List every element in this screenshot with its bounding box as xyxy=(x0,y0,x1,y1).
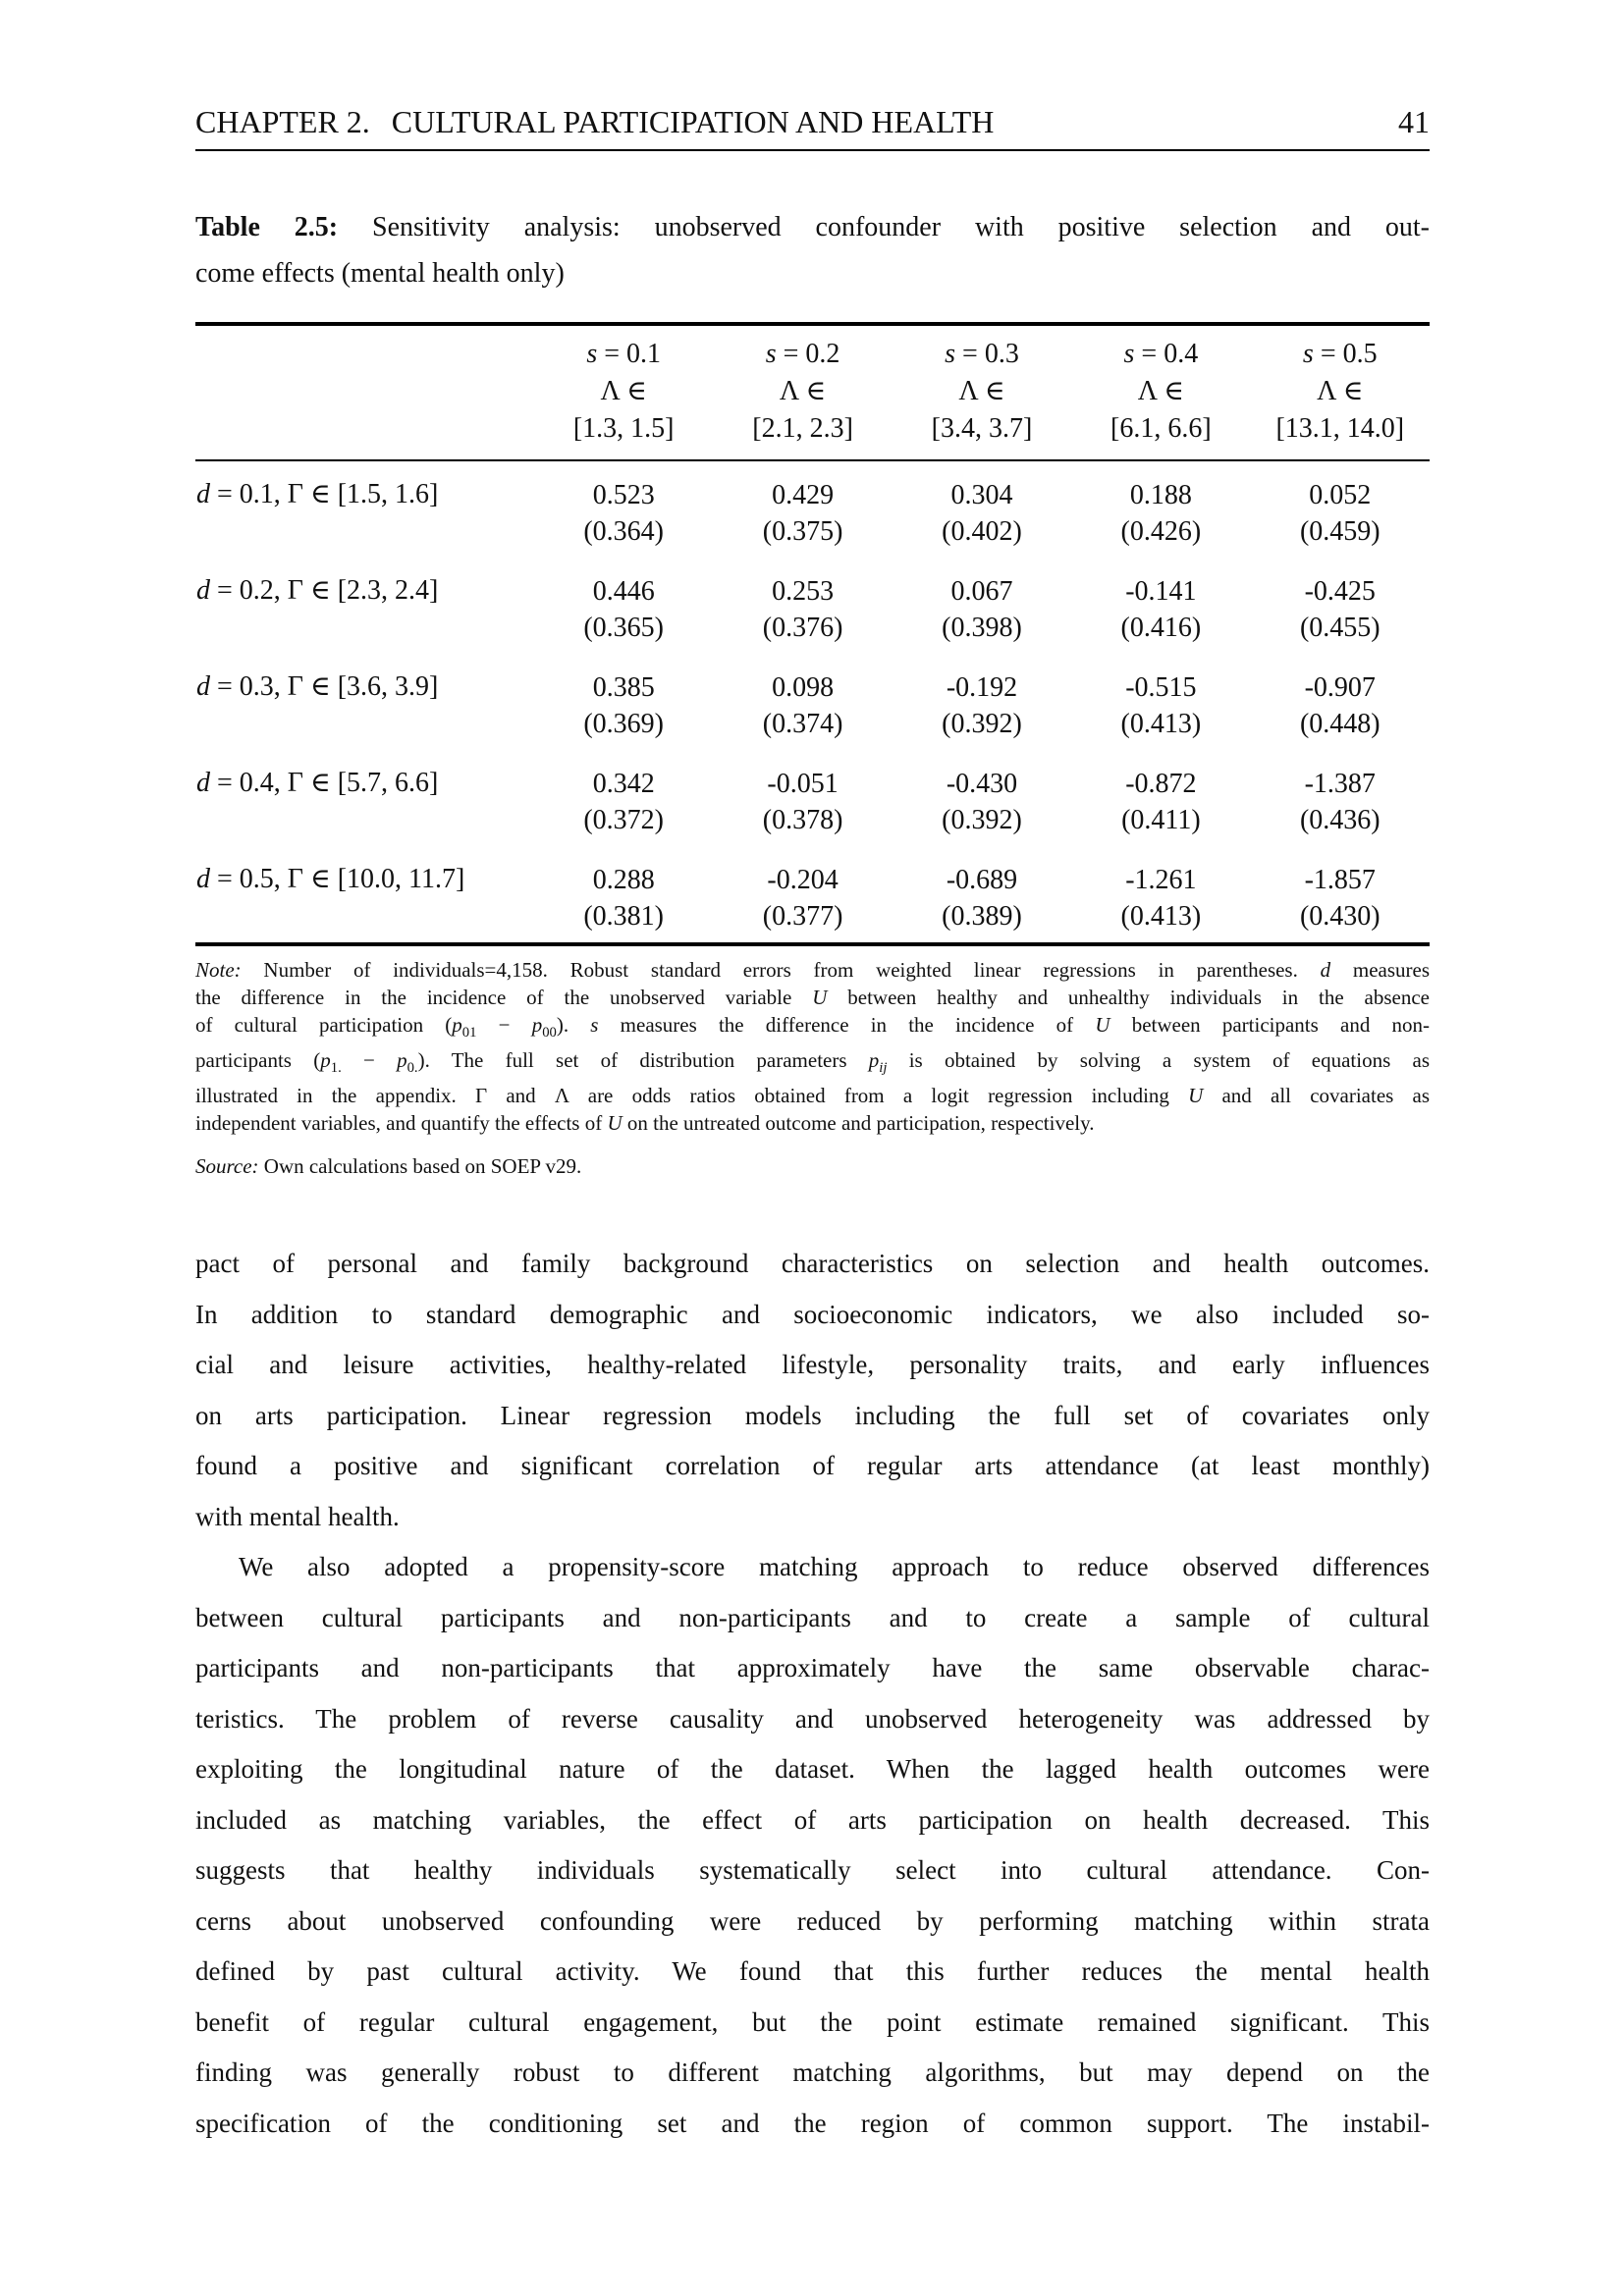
s-value: s = 0.1 xyxy=(586,339,662,369)
note-line: of cultural participation $(p_{01} - p_{00})$. s measures the difference in the incidence of U between participants and non- xyxy=(195,1013,1430,1041)
estimate-cell xyxy=(713,558,892,654)
estimate-cell xyxy=(893,846,1071,944)
note-line: participants $(p_{1.} - p_{0.})$. The full set of distribution parameters $p_{ij}$ is obtained by solving a system of equations as xyxy=(195,1048,1430,1077)
std-error: (0.378) xyxy=(762,805,843,835)
chapter-title: CULTURAL PARTICIPATION AND HEALTH xyxy=(391,104,995,139)
body-line: pact of personal and family background characteristics on selection and health outcomes. xyxy=(195,1249,1430,1279)
chapter-label: CHAPTER 2. xyxy=(195,104,370,139)
std-error: (0.392) xyxy=(942,709,1022,739)
body-line: with mental health. xyxy=(195,1501,400,1531)
body-line: finding was generally robust to different matching algorithms, but may depend on the xyxy=(195,2057,1430,2088)
table-caption-text: Sensitivity analysis: unobserved confounder with positive selection and out- xyxy=(372,212,1431,242)
lambda-range: [13.1, 14.0] xyxy=(1275,413,1405,444)
column-header xyxy=(1071,324,1250,460)
std-error: (0.436) xyxy=(1299,805,1380,835)
lambda-range: [6.1, 6.6] xyxy=(1110,413,1212,444)
running-header xyxy=(195,0,1430,151)
estimate: 0.446 xyxy=(592,576,655,607)
std-error: (0.448) xyxy=(1299,709,1380,739)
table-caption-line xyxy=(195,204,1430,250)
estimate: -1.261 xyxy=(1125,865,1197,895)
table-caption-line: come effects (mental health only) xyxy=(195,258,565,289)
estimate-cell xyxy=(1251,750,1430,846)
std-error: (0.402) xyxy=(942,516,1022,547)
std-error: (0.381) xyxy=(583,901,665,932)
source-note: Source: Own calculations based on SOEP v29. xyxy=(195,1154,582,1179)
body-line: participants and non-participants that approximately have the same observable charac- xyxy=(195,1653,1430,1683)
std-error: (0.372) xyxy=(583,805,665,835)
body-paragraph xyxy=(195,1239,1430,1542)
body-line: In addition to standard demographic and socioeconomic indicators, we also included so- xyxy=(195,1299,1430,1329)
std-error: (0.411) xyxy=(1121,805,1201,835)
body-line: suggests that healthy individuals systematically select into cultural attendance. Con- xyxy=(195,1855,1430,1886)
estimate-cell xyxy=(893,460,1071,558)
column-header xyxy=(713,324,892,460)
estimate: 0.429 xyxy=(772,480,835,510)
note-line: illustrated in the appendix. Γ and Λ are odds ratios obtained from a logit regression including U and all covariates as xyxy=(195,1084,1431,1108)
body-text xyxy=(195,1239,1430,2149)
estimate: -0.141 xyxy=(1125,576,1197,607)
std-error: (0.459) xyxy=(1299,516,1380,547)
column-header xyxy=(1251,324,1430,460)
estimate-cell xyxy=(1251,846,1430,944)
table-note xyxy=(195,956,1430,1137)
std-error: (0.365) xyxy=(583,613,665,643)
table-row xyxy=(195,460,1430,558)
estimate: 0.067 xyxy=(950,576,1013,607)
body-line: on arts participation. Linear regression models including the full set of covariates only xyxy=(195,1400,1430,1430)
estimate: -1.387 xyxy=(1304,769,1376,799)
estimate-cell xyxy=(893,654,1071,750)
row-label: d = 0.3, Γ ∈ [3.6, 3.9] xyxy=(196,671,439,702)
table-caption-label: Table 2.5: xyxy=(195,212,339,242)
estimate: -1.857 xyxy=(1304,865,1376,895)
lambda-symbol: Λ ∈ xyxy=(958,376,1005,406)
row-label: d = 0.1, Γ ∈ [1.5, 1.6] xyxy=(196,479,439,509)
sensitivity-table xyxy=(195,322,1430,946)
estimate: 0.523 xyxy=(592,480,655,510)
lambda-symbol: Λ ∈ xyxy=(1137,376,1185,406)
estimate: -0.430 xyxy=(946,769,1018,799)
estimate-cell xyxy=(534,846,713,944)
row-label: d = 0.4, Γ ∈ [5.7, 6.6] xyxy=(196,768,439,798)
note-line: the difference in the incidence of the unobserved variable U between healthy and unhealthy individuals in the absence xyxy=(195,986,1430,1009)
estimate-cell xyxy=(1071,750,1250,846)
table-header-row xyxy=(195,324,1430,460)
estimate-cell xyxy=(1071,846,1250,944)
estimate-cell xyxy=(893,558,1071,654)
page-number: 41 xyxy=(1398,104,1430,139)
estimate: -0.515 xyxy=(1125,672,1197,703)
std-error: (0.374) xyxy=(762,709,843,739)
table-caption xyxy=(195,204,1430,296)
note-line: Note: Number of individuals=4,158. Robust standard errors from weighted linear regressions in parentheses. d measures xyxy=(195,958,1430,982)
estimate-cell xyxy=(713,654,892,750)
std-error: (0.398) xyxy=(942,613,1022,643)
estimate-cell xyxy=(1071,460,1250,558)
estimate: 0.098 xyxy=(772,672,835,703)
estimate-cell xyxy=(1251,558,1430,654)
std-error: (0.392) xyxy=(942,805,1022,835)
estimate: -0.872 xyxy=(1125,769,1197,799)
std-error: (0.377) xyxy=(762,901,843,932)
table-row xyxy=(195,750,1430,846)
estimate: 0.385 xyxy=(592,672,655,703)
lambda-symbol: Λ ∈ xyxy=(600,376,647,406)
row-label: d = 0.2, Γ ∈ [2.3, 2.4] xyxy=(196,575,439,606)
body-line: benefit of regular cultural engagement, but the point estimate remained significant. This xyxy=(195,2006,1430,2037)
table-row xyxy=(195,654,1430,750)
std-error: (0.455) xyxy=(1299,613,1380,643)
body-line: included as matching variables, the effect of arts participation on health decreased. This xyxy=(195,1804,1430,1835)
body-line: We also adopted a propensity-score matching approach to reduce observed differences xyxy=(239,1552,1430,1582)
estimate-cell xyxy=(893,750,1071,846)
note-line: independent variables, and quantify the effects of U on the untreated outcome and participation, respectively. xyxy=(195,1111,1095,1136)
s-value: s = 0.3 xyxy=(945,339,1019,369)
std-error: (0.426) xyxy=(1120,516,1202,547)
body-line: defined by past cultural activity. We found that this further reduces the mental health xyxy=(195,1956,1430,1987)
std-error: (0.389) xyxy=(942,901,1022,932)
std-error: (0.413) xyxy=(1120,709,1202,739)
estimate: 0.052 xyxy=(1309,480,1372,510)
estimate: 0.288 xyxy=(592,865,655,895)
std-error: (0.430) xyxy=(1299,901,1380,932)
estimate: 0.188 xyxy=(1129,480,1192,510)
estimate-cell xyxy=(713,750,892,846)
body-line: exploiting the longitudinal nature of the dataset. When the lagged health outcomes were xyxy=(195,1754,1430,1785)
estimate-cell xyxy=(713,846,892,944)
estimate-cell xyxy=(1071,654,1250,750)
estimate-cell xyxy=(1071,558,1250,654)
page-content xyxy=(195,0,1430,2149)
table-row xyxy=(195,558,1430,654)
std-error: (0.413) xyxy=(1120,901,1202,932)
running-header-text xyxy=(195,104,994,139)
body-line: between cultural participants and non-participants and to create a sample of cultural xyxy=(195,1602,1430,1632)
lambda-range: [1.3, 1.5] xyxy=(572,413,675,444)
column-header xyxy=(893,324,1071,460)
estimate: -0.051 xyxy=(767,769,839,799)
std-error: (0.364) xyxy=(583,516,665,547)
estimate-cell xyxy=(534,558,713,654)
estimate: 0.253 xyxy=(772,576,835,607)
estimate-cell xyxy=(534,750,713,846)
lambda-symbol: Λ ∈ xyxy=(779,376,827,406)
row-label: d = 0.5, Γ ∈ [10.0, 11.7] xyxy=(196,864,465,894)
estimate: 0.304 xyxy=(950,480,1013,510)
s-value: s = 0.2 xyxy=(765,339,840,369)
estimate-cell xyxy=(534,460,713,558)
column-header xyxy=(534,324,713,460)
estimate: -0.192 xyxy=(946,672,1018,703)
s-value: s = 0.4 xyxy=(1123,339,1199,369)
std-error: (0.376) xyxy=(762,613,843,643)
std-error: (0.369) xyxy=(583,709,665,739)
estimate-cell xyxy=(713,460,892,558)
body-paragraph xyxy=(195,1542,1430,2149)
empty-header-cell xyxy=(195,324,534,460)
estimate-cell xyxy=(1251,460,1430,558)
estimate-cell xyxy=(534,654,713,750)
body-line: found a positive and significant correlation of regular arts attendance (at least monthly) xyxy=(195,1451,1430,1481)
body-line: cial and leisure activities, healthy-related lifestyle, personality traits, and early influences xyxy=(195,1350,1430,1380)
std-error: (0.416) xyxy=(1120,613,1202,643)
lambda-range: [2.1, 2.3] xyxy=(752,413,853,444)
body-line: specification of the conditioning set and the region of common support. The instabil- xyxy=(195,2108,1430,2138)
lambda-symbol: Λ ∈ xyxy=(1317,376,1364,406)
body-line: teristics. The problem of reverse causality and unobserved heterogeneity was addressed by xyxy=(195,1703,1430,1734)
std-error: (0.375) xyxy=(762,516,843,547)
table-row xyxy=(195,846,1430,944)
estimate: -0.689 xyxy=(946,865,1018,895)
body-line: cerns about unobserved confounding were reduced by performing matching within strata xyxy=(195,1905,1430,1936)
estimate: -0.204 xyxy=(767,865,839,895)
estimate-cell xyxy=(1251,654,1430,750)
s-value: s = 0.5 xyxy=(1302,339,1378,369)
estimate: -0.425 xyxy=(1304,576,1376,607)
estimate: 0.342 xyxy=(592,769,655,799)
lambda-range: [3.4, 3.7] xyxy=(931,413,1033,444)
estimate: -0.907 xyxy=(1304,672,1376,703)
